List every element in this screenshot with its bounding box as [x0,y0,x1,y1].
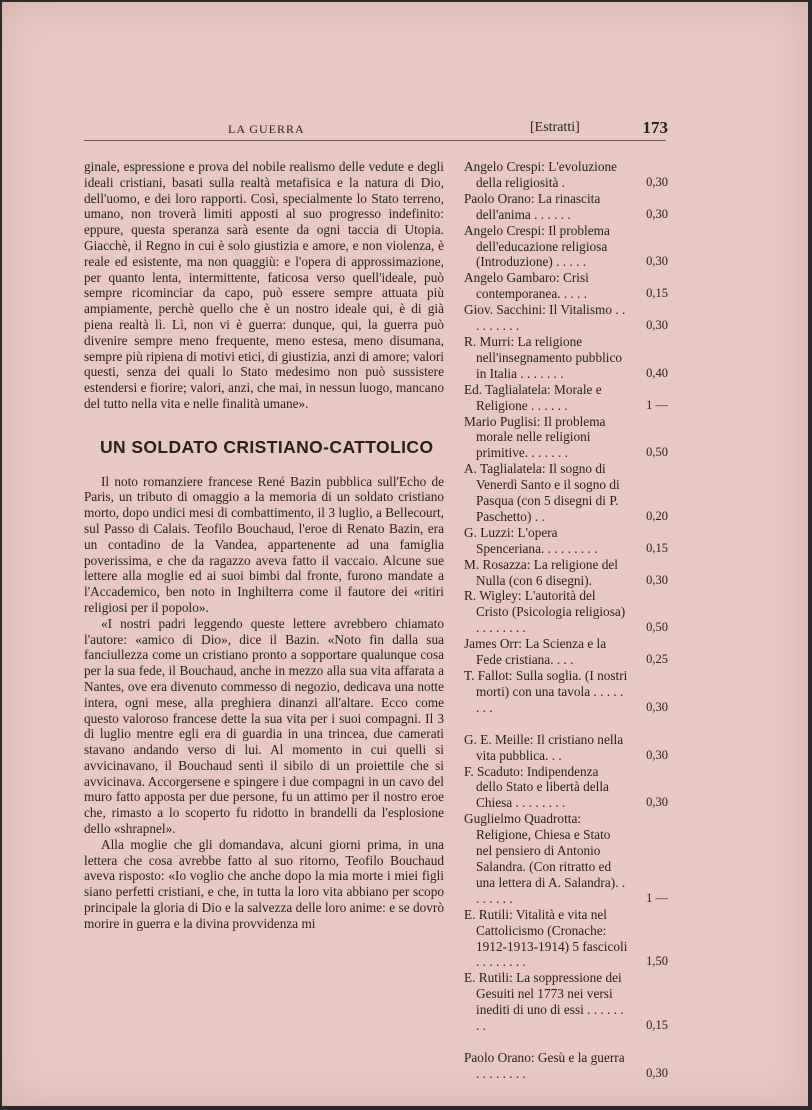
header-rule [84,140,666,141]
publication-entry [464,223,668,271]
body-paragraph: «I nostri padri leggendo queste lettere avrebbero chiamato l'autore: «amico di Dio», dice il Bazin. «Noto fin dalla sua fanciullezza come un cristiano pronto a sopportare qualunque cosa per la sua fede, il Bouchaud, anche in mezzo alla sua vita affarata a Nantes, ove era divenuto commesso di negozio, dedicava una notte intera, ogni mese, alla preghiera dinanzi all'altare. Ecco come questo valoroso francese dette la sua vita per i suoi compagni. Il 3 di luglio mentre egli era di guardia in una trincea, due camerati stavano andando verso di lui. Al momento in cui quelli si avvicinavano, il Bouchaud sentì il sibilo di un proiettile che si avvicinava. Accorgersene e spingere i due compagni in un cavo del muro fatto apposta per due persone, fu un attimo per il nostro eroe che, rimasto a lo scoperto fu ridotto in brandelli da l'esplosione dello «shrapnel». [84,615,444,837]
publication-price: 0,30 [646,254,668,269]
publication-price: 0,15 [646,540,668,555]
publication-price: 1,50 [646,954,668,969]
publication-price: 0,50 [646,620,668,635]
section-label: [Estratti] [530,120,580,135]
body-paragraph: Alla moglie che gli domandava, alcuni giorni prima, in una lettera che cosa avrebbe fatto al suo ritorno, Teofilo Bouchaud aveva risposto: «Io voglio che anche dopo la mia morte i miei figli siano perfetti cristiani, e che, in tutta la loro vita abbiano per scopo principale la gloria di Dio e la salvezza delle loro anime: e se dovrò morire in guerra e la divina provvidenza mi [84,836,444,931]
publication-price: 0,40 [646,365,668,380]
publication-entry [464,1050,668,1082]
publication-entry [464,732,668,764]
publication-title: Angelo Gambaro: Crisi contemporanea. . . . . [464,270,589,302]
publication-price: 1 — [646,890,668,905]
publication-entry [464,270,668,302]
publication-entry [464,302,668,334]
publication-price: 1 — [646,397,668,412]
publication-entry [464,811,668,906]
publication-price: 0,30 [646,699,668,714]
publication-price: 0,30 [646,318,668,333]
publication-entry [464,588,668,636]
publication-title: R. Murri: La religione nell'insegnamento pubblico in Italia . . . . . . . [464,333,623,381]
publication-title: T. Fallot: Sulla soglia. (I nostri morti) con una tavola . . . . . . . . [464,668,628,715]
publication-title: Paolo Orano: Gesù e la guerra . . . . . . . . [464,1049,625,1081]
publication-title: A. Taglialatela: Il sogno di Venerdì Santo e il sogno di Pasqua (con 5 disegni di P. Paschetto) . . [464,461,620,524]
publication-entry [464,191,668,223]
publication-price: 0,15 [646,286,668,301]
section-title: UN SOLDATO CRISTIANO-CATTOLICO [100,436,434,457]
page-header [228,120,668,140]
publication-entry [464,668,668,716]
publication-price: 0,30 [646,1065,668,1080]
publication-title: G. Luzzi: L'opera Spenceriana. . . . . . . . . [464,524,598,556]
publication-entry [464,557,668,589]
publication-price: 0,15 [646,1018,668,1033]
publication-entry [464,764,668,812]
publication-price: 0,30 [646,206,668,221]
publication-entry [464,461,668,525]
publication-entry [464,159,668,191]
body-paragraph: Il noto romanziere francese René Bazin pubblica sull'Echo de Paris, un tributo di omaggio a la memoria di un soldato cristiano morto, dopo undici mesi di combattimento, il 3 luglio, a Bellecourt, sul Passo di Calais. Teofilo Bouchaud, l'eroe di Renato Bazin, era un contadino de la Vandea, appartenente ad una famiglia poverissima, e che da ragazzo aveva fatto il vaccaio. Alcune sue lettere alla moglie ed ai suoi bimbi dal fronte, furono mandate a l'Accademico, ben noto in Inghilterra come il fautore dei «ritiri religiosi per il popolo». [84,473,444,615]
publication-title: M. Rosazza: La religione del Nulla (con 6 disegni). [464,556,618,588]
page-number: 173 [642,118,668,137]
publication-entry [464,334,668,382]
publication-entry [464,414,668,462]
running-title: LA GUERRA [228,122,305,136]
publication-price: 0,30 [646,747,668,762]
publication-entry [464,970,668,1034]
publication-price: 0,20 [646,508,668,523]
publication-title: F. Scaduto: Indipendenza dello Stato e libertà della Chiesa . . . . . . . . [464,763,609,811]
publication-title: Mario Puglisi: Il problema morale nelle religioni primitive. . . . . . . [464,413,606,461]
publication-title: E. Rutili: Vitalità e vita nel Cattolicismo (Cronache: 1912-1913-1914) 5 fascicoli . . . . . . . . [464,906,628,970]
publication-title: Ed. Taglialatela: Morale e Religione . . . . . . [464,381,602,413]
publication-title: Guglielmo Quadrotta: Religione, Chiesa e Stato nel pensiero di Antonio Salandra. (Con ritratto ed una lettera di A. Salandra). . . . . . . . [464,811,626,906]
publication-entry [464,525,668,557]
publication-price: 0,30 [646,572,668,587]
publication-price: 0,50 [646,445,668,460]
publication-title: Paolo Orano: La rinascita dell'anima . . . . . . [464,190,601,222]
publication-title: Angelo Crespi: Il problema dell'educazione religiosa (Introduzione) . . . . . [464,222,610,270]
publication-entry [464,907,668,971]
publication-price: 0,30 [646,795,668,810]
publication-title: James Orr: La Scienza e la Fede cristiana. . . . [464,636,607,668]
publication-entry [464,382,668,414]
publication-title: Angelo Crespi: L'evoluzione della religiosità . [464,159,618,190]
intro-paragraph: ginale, espressione e prova del nobile realismo delle vedute e degli ideali cristiani, basati sulla realtà metafisica e la natura di Dio, dell'uomo, e dei loro rapporti. Così, specialmente lo Stato terreno, umano, non troverà limiti apposti al suo progresso indefinito: eppure, questa speranza sarà esente da ogni taccia di Utopia. Giacchè, il Regno in cui è solo giustizia e amore, e non violenza, è reale ed esistente, ma non quaggiù: e l'opera di approssimazione, per quanto lenta, intermittente, faticosa verso quell'ideale, può sempre ricominciar da capo, può essere sempre attuata più ampiamente, perchè quello che è un nostro ideale qui, è di già piena realtà lì. Lì, non vi è guerra: dunque, qui, la guerra può divenire sempre meno frequente, meno estesa, meno disumana, sempre più ripiena di motivi etici, di giustizia, anzi di amore; valori questi, senza dei quali lo Stato medesimo non può sussistere estendersi e fiorire; valori, anzi, che mai, in nessun luogo, mancano del tutto nella vita e nelle finalità umane». [84,159,444,411]
publication-list [464,159,668,1082]
publication-price: 0,30 [646,174,668,189]
publication-entry [464,636,668,668]
publication-title: E. Rutili: La soppressione dei Gesuiti nel 1773 nei versi inediti di uno di essi . . . . . . . . [464,970,624,1034]
publication-price: 0,25 [646,652,668,667]
publication-title: Giov. Sacchini: Il Vitalismo . . . . . . . . . [464,302,626,334]
article-column [84,159,444,932]
publication-title: G. E. Meille: Il cristiano nella vita pubblica. . . [464,731,624,763]
publication-title: R. Wigley: L'autorità del Cristo (Psicologia religiosa) . . . . . . . . [464,588,626,636]
